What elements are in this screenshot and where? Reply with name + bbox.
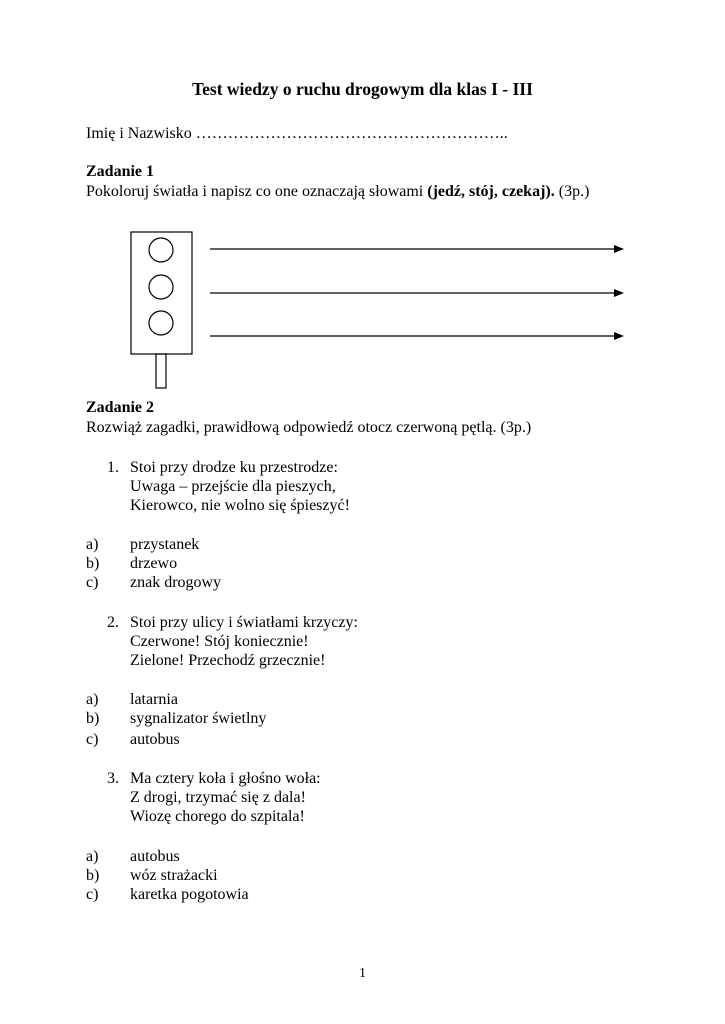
riddle-number: 1. bbox=[107, 459, 119, 476]
riddle-number: 3. bbox=[107, 770, 119, 787]
task2-instruction: Rozwiąż zagadki, prawidłową odpowiedź otocz czerwoną pętlą. (3p.) bbox=[86, 419, 532, 436]
name-dots: ………………………………………………….. bbox=[195, 125, 508, 142]
option-letter: c) bbox=[86, 731, 99, 748]
option-text[interactable]: autobus bbox=[130, 848, 180, 865]
option-letter: a) bbox=[86, 848, 99, 865]
option-text[interactable]: drzewo bbox=[130, 555, 178, 572]
option-text[interactable]: karetka pogotowia bbox=[130, 886, 249, 903]
riddle-line: Zielone! Przechodź grzecznie! bbox=[130, 652, 326, 669]
riddle-line: Wiozę chorego do szpitala! bbox=[130, 808, 305, 825]
task1-points: (3p.) bbox=[554, 183, 590, 200]
task1-instruction-text: Pokoloruj światła i napisz co one oznaczają słowami bbox=[86, 183, 428, 200]
traffic-light-figure bbox=[0, 0, 725, 400]
riddle-line: Stoi przy drodze ku przestrodze: bbox=[130, 459, 338, 476]
riddle-line: Uwaga – przejście dla pieszych, bbox=[130, 478, 336, 495]
light-middle[interactable] bbox=[149, 275, 173, 299]
option-text[interactable]: autobus bbox=[130, 731, 180, 748]
traffic-light-icon bbox=[131, 232, 192, 388]
riddle-line: Z drogi, trzymać się z dala! bbox=[130, 789, 306, 806]
riddle-line: Ma cztery koła i głośno woła: bbox=[130, 770, 321, 787]
riddle-number: 2. bbox=[107, 614, 119, 631]
page-title: Test wiedzy o ruchu drogowym dla klas I - III bbox=[192, 79, 533, 99]
option-letter: c) bbox=[86, 574, 99, 591]
name-label: Imię i Nazwisko bbox=[86, 125, 192, 142]
option-letter: b) bbox=[86, 710, 100, 727]
option-letter: a) bbox=[86, 536, 99, 553]
option-text[interactable]: sygnalizator świetlny bbox=[130, 710, 267, 727]
option-letter: b) bbox=[86, 867, 100, 884]
answer-arrow-2[interactable] bbox=[210, 289, 624, 297]
option-text[interactable]: latarnia bbox=[130, 691, 178, 708]
page-number: 1 bbox=[359, 966, 366, 981]
riddle-line: Stoi przy ulicy i światłami krzyczy: bbox=[130, 614, 358, 631]
option-letter: b) bbox=[86, 555, 100, 572]
riddle-line: Czerwone! Stój koniecznie! bbox=[130, 633, 309, 650]
light-top[interactable] bbox=[149, 238, 173, 262]
option-text[interactable]: znak drogowy bbox=[130, 574, 222, 591]
option-letter: c) bbox=[86, 886, 99, 903]
answer-arrow-3[interactable] bbox=[210, 332, 624, 340]
answer-arrows bbox=[210, 245, 624, 340]
option-text[interactable]: przystanek bbox=[130, 536, 200, 553]
riddle-line: Kierowco, nie wolno się śpieszyć! bbox=[130, 497, 350, 514]
answer-arrow-1[interactable] bbox=[210, 245, 624, 253]
option-letter: a) bbox=[86, 691, 99, 708]
task1-heading: Zadanie 1 bbox=[86, 163, 155, 180]
task2-heading: Zadanie 2 bbox=[86, 399, 155, 416]
task1-instruction-words: (jedź, stój, czekaj). bbox=[427, 183, 555, 200]
light-bottom[interactable] bbox=[149, 311, 173, 335]
option-text[interactable]: wóz strażacki bbox=[130, 867, 218, 884]
